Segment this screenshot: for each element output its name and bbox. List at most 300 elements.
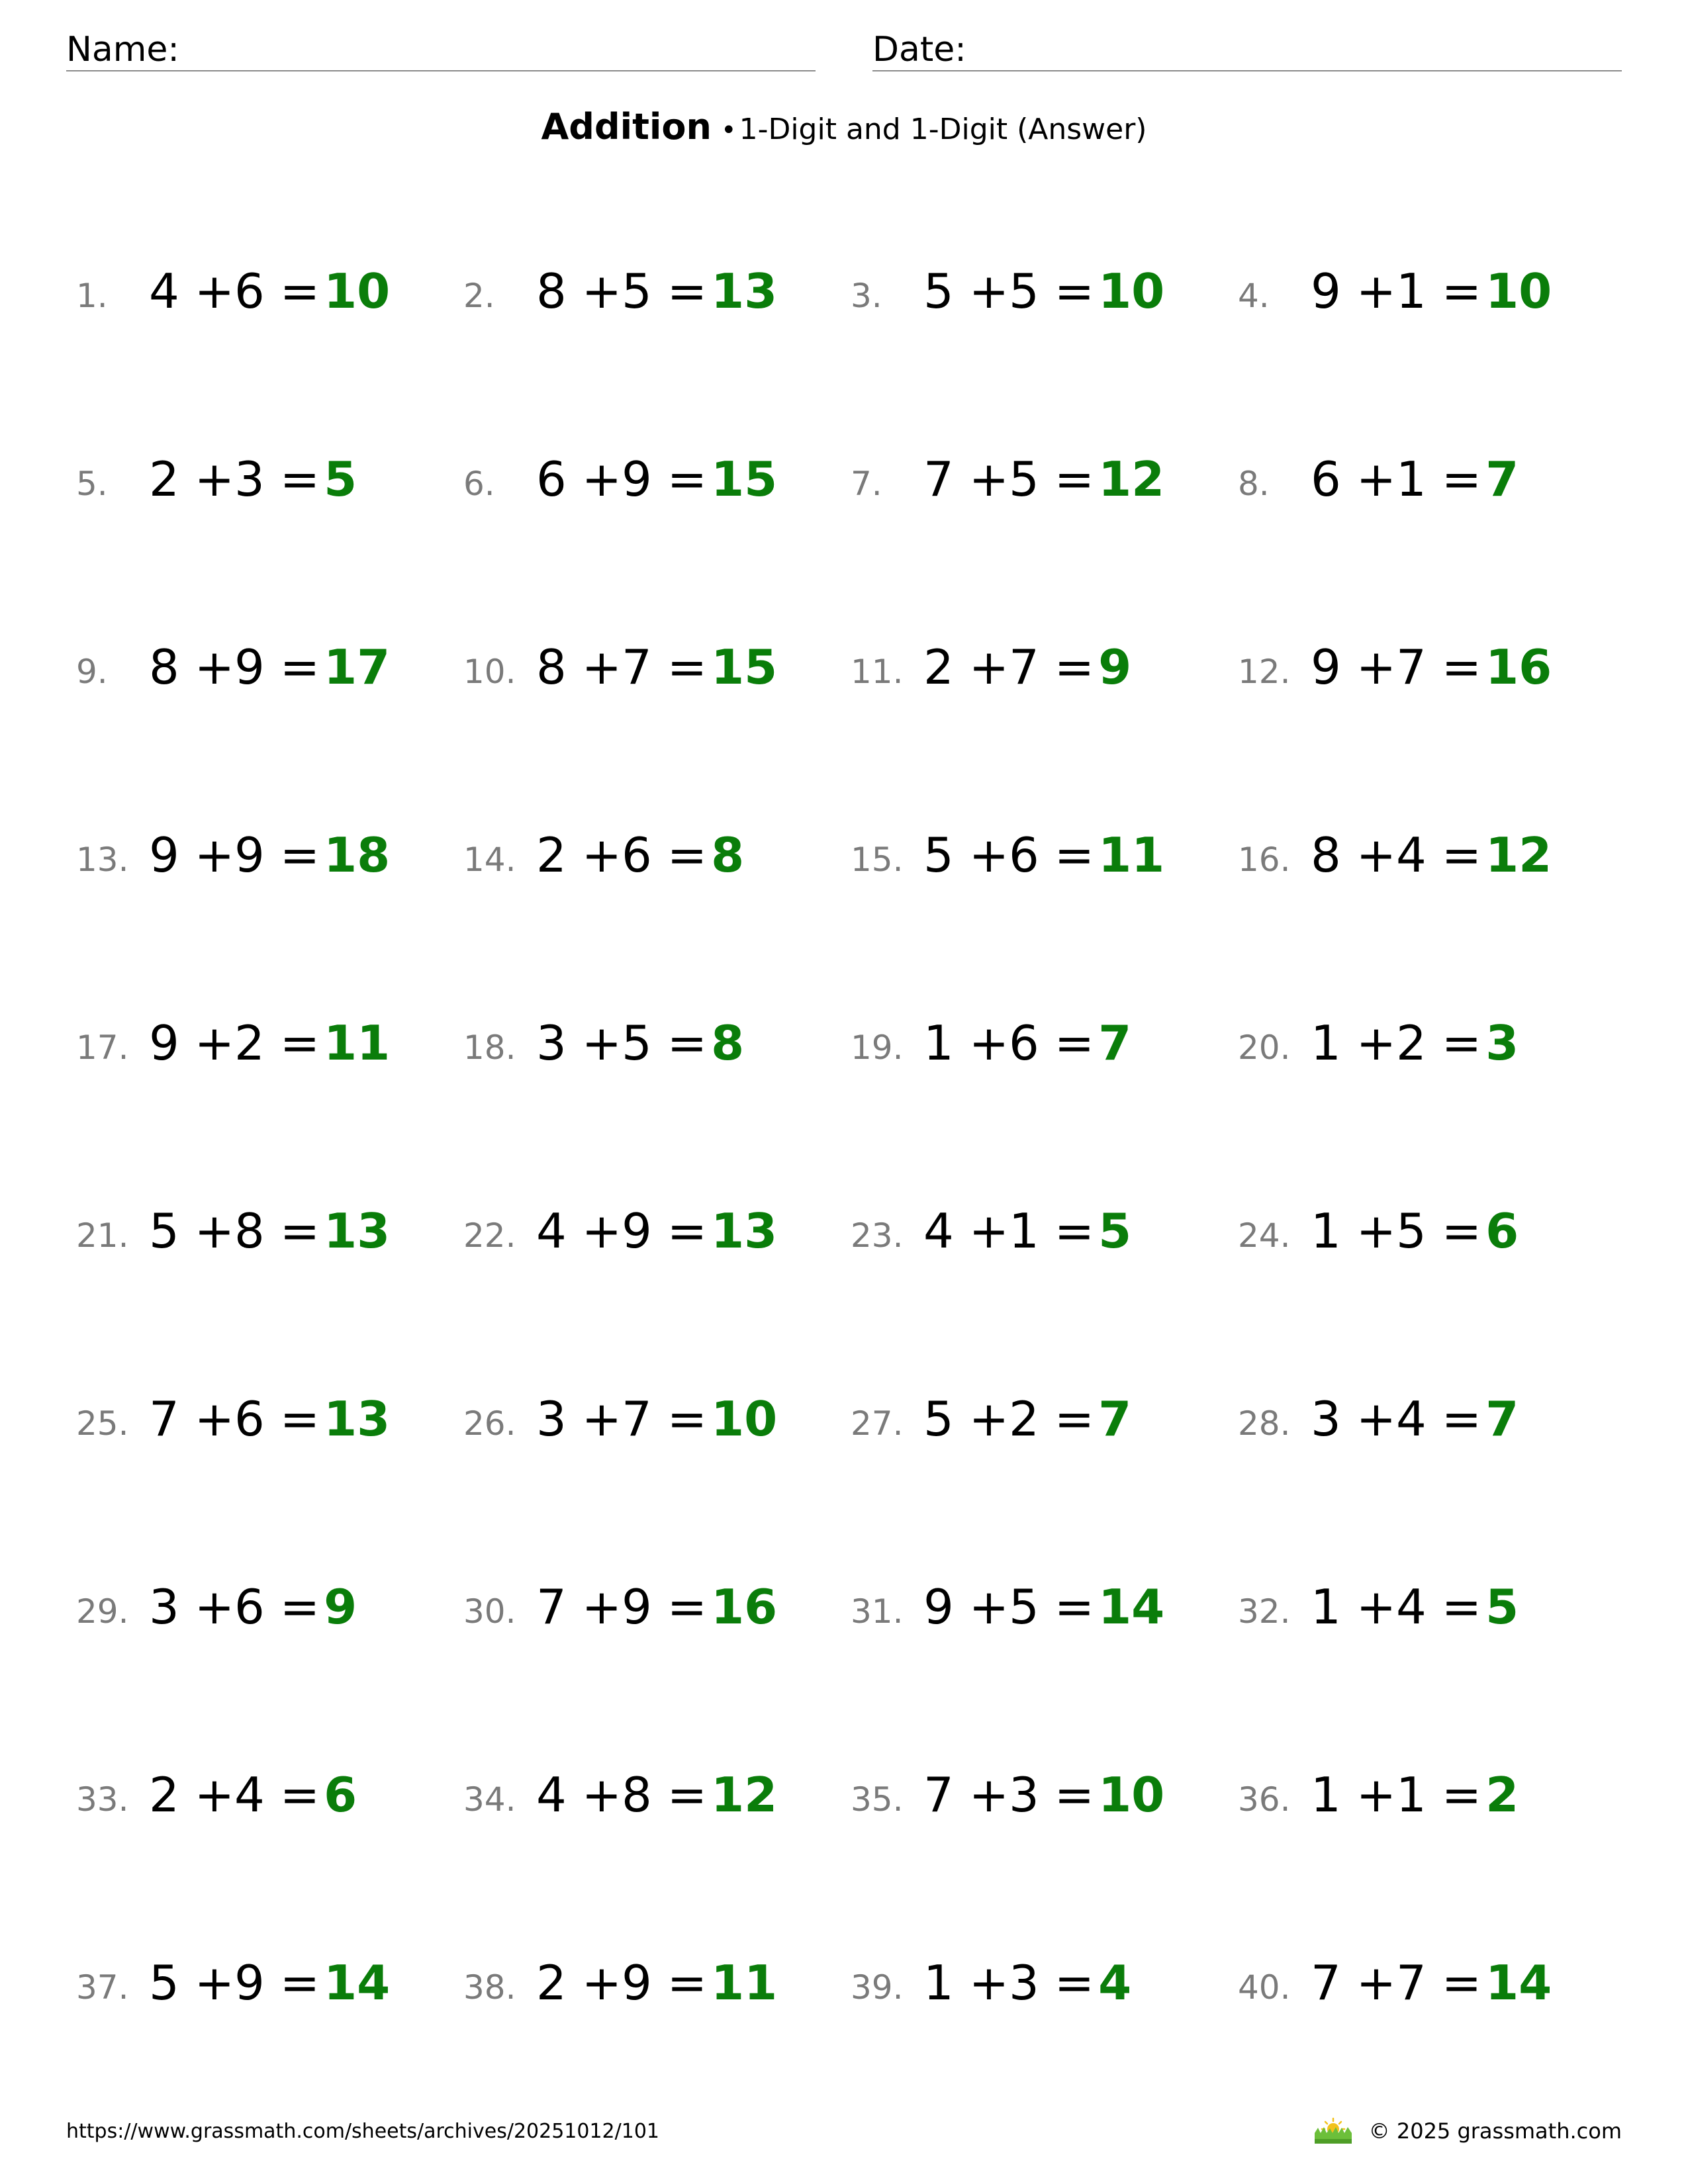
addend-a: 3 [536,1391,567,1447]
problem-number: 37. [76,1968,129,2007]
addend-a: 1 [1311,1767,1341,1823]
problem-number: 22. [463,1216,516,1255]
problem-item [463,1574,834,1640]
equals-sign: = [1054,1391,1095,1447]
equals-sign: = [279,1955,320,2011]
problem-number: 16. [1238,841,1291,879]
problem-number: 33. [76,1780,129,1819]
answer: 10 [1098,1767,1165,1823]
problem-expression [1311,1391,1519,1447]
problem-expression [149,1955,391,2011]
addend-b: 7 [622,1391,652,1447]
problem-expression [923,1015,1132,1071]
addend-a: 4 [536,1767,567,1823]
addend-b: 2 [1396,1015,1427,1071]
addend-a: 9 [149,1015,179,1071]
addend-b: 5 [622,1015,652,1071]
problem-expression [536,1579,778,1635]
answer: 2 [1485,1767,1519,1823]
problem-number: 9. [76,653,108,691]
addend-a: 8 [536,263,567,319]
addend-b: 4 [1396,1391,1427,1447]
addend-a: 2 [536,827,567,883]
plus-sign: + [968,1579,1009,1635]
answer: 9 [1098,639,1132,695]
addend-b: 9 [234,827,265,883]
plus-sign: + [581,263,622,319]
problem-number: 7. [851,465,882,503]
problem-number: 13. [76,841,129,879]
plus-sign: + [581,639,622,695]
answer: 16 [711,1579,778,1635]
addend-a: 5 [923,263,954,319]
title-separator: • [720,115,737,146]
equals-sign: = [667,1955,708,2011]
problem-item [76,446,447,512]
problem-number: 6. [463,465,495,503]
problem-number: 1. [76,277,108,315]
plus-sign: + [581,1955,622,2011]
addend-a: 6 [536,451,567,507]
grass-sun-logo-icon [1312,2117,1354,2145]
plus-sign: + [194,639,235,695]
addend-a: 7 [149,1391,179,1447]
addend-b: 8 [622,1767,652,1823]
addend-a: 8 [536,639,567,695]
addend-b: 6 [234,1391,265,1447]
addend-a: 5 [923,1391,954,1447]
answer: 13 [711,1203,778,1259]
addend-a: 8 [1311,827,1341,883]
problem-expression [923,639,1132,695]
problem-expression [536,1391,778,1447]
addend-a: 9 [149,827,179,883]
problem-number: 19. [851,1028,904,1067]
answer: 16 [1485,639,1552,695]
problem-expression [1311,1767,1519,1823]
problem-number: 23. [851,1216,904,1255]
problem-item [851,446,1221,512]
problem-expression [149,263,391,319]
problem-expression [149,639,391,695]
addend-b: 6 [234,263,265,319]
plus-sign: + [1356,1015,1397,1071]
addend-a: 4 [923,1203,954,1259]
addend-a: 6 [1311,451,1341,507]
plus-sign: + [581,451,622,507]
addend-a: 2 [149,451,179,507]
plus-sign: + [581,827,622,883]
answer: 10 [324,263,391,319]
answer: 14 [1098,1579,1165,1635]
problem-number: 26. [463,1404,516,1443]
addend-b: 9 [622,1203,652,1259]
addend-a: 3 [149,1579,179,1635]
addend-a: 7 [923,451,954,507]
plus-sign: + [1356,1203,1397,1259]
problem-item [1238,1950,1609,2016]
answer: 4 [1098,1955,1132,2011]
equals-sign: = [1441,827,1482,883]
problem-expression [923,1767,1165,1823]
plus-sign: + [968,1391,1009,1447]
problem-expression [1311,639,1552,695]
equals-sign: = [1441,1955,1482,2011]
addend-a: 1 [1311,1015,1341,1071]
problem-item [1238,1386,1609,1452]
problem-number: 5. [76,465,108,503]
addend-b: 9 [234,1955,265,2011]
problem-item [76,1574,447,1640]
problem-expression [1311,1955,1552,2011]
answer: 13 [324,1391,391,1447]
addend-b: 3 [1009,1767,1039,1823]
addend-a: 1 [923,1015,954,1071]
plus-sign: + [194,263,235,319]
answer: 10 [1485,263,1552,319]
addend-b: 7 [1396,639,1427,695]
problem-item [851,634,1221,700]
problem-number: 38. [463,1968,516,2007]
equals-sign: = [1441,1767,1482,1823]
addend-a: 8 [149,639,179,695]
equals-sign: = [279,1203,320,1259]
problem-expression [1311,827,1552,883]
answer: 15 [711,451,778,507]
plus-sign: + [581,1203,622,1259]
addend-b: 6 [1009,1015,1039,1071]
equals-sign: = [667,639,708,695]
addend-a: 2 [149,1767,179,1823]
problem-item [463,822,834,888]
problem-expression [149,1579,357,1635]
plus-sign: + [1356,451,1397,507]
problem-item [463,258,834,324]
addend-b: 1 [1396,1767,1427,1823]
addend-b: 4 [1396,1579,1427,1635]
answer: 6 [1485,1203,1519,1259]
answer: 14 [324,1955,391,2011]
addend-b: 1 [1396,263,1427,319]
footer-url[interactable]: https://www.grassmath.com/sheets/archives/20251012/101 [66,2120,660,2143]
answer: 18 [324,827,391,883]
answer: 7 [1485,451,1519,507]
plus-sign: + [194,1203,235,1259]
problem-item [76,1950,447,2016]
problem-item [76,1762,447,1828]
addend-b: 5 [1396,1203,1427,1259]
addend-a: 7 [536,1579,567,1635]
problem-item [463,1198,834,1264]
addend-b: 5 [1009,451,1039,507]
plus-sign: + [194,1391,235,1447]
addend-a: 7 [1311,1955,1341,2011]
plus-sign: + [1356,639,1397,695]
problem-number: 31. [851,1592,904,1631]
problem-number: 27. [851,1404,904,1443]
equals-sign: = [1054,1955,1095,2011]
addend-b: 6 [1009,827,1039,883]
problem-expression [536,827,745,883]
problem-expression [923,1203,1132,1259]
plus-sign: + [968,1955,1009,2011]
problem-expression [149,451,357,507]
problem-expression [1311,1579,1519,1635]
problem-item [851,1010,1221,1076]
problem-expression [536,1767,778,1823]
problem-number: 12. [1238,653,1291,691]
problem-number: 39. [851,1968,904,2007]
name-label: Name: [66,30,179,69]
problem-item [851,822,1221,888]
problem-item [851,1950,1221,2016]
addend-b: 2 [1009,1391,1039,1447]
answer: 12 [1485,827,1552,883]
plus-sign: + [194,1579,235,1635]
addend-a: 2 [536,1955,567,2011]
problem-item [463,1386,834,1452]
answer: 10 [711,1391,778,1447]
problem-expression [1311,1015,1519,1071]
problem-expression [1311,1203,1519,1259]
problem-item [851,1762,1221,1828]
plus-sign: + [194,827,235,883]
problem-number: 15. [851,841,904,879]
plus-sign: + [1356,1767,1397,1823]
addend-a: 4 [536,1203,567,1259]
problem-item [1238,1762,1609,1828]
problem-expression [923,1955,1132,2011]
addend-a: 2 [923,639,954,695]
addend-b: 6 [622,827,652,883]
addend-a: 9 [923,1579,954,1635]
problem-expression [923,263,1165,319]
plus-sign: + [581,1767,622,1823]
plus-sign: + [968,1015,1009,1071]
plus-sign: + [194,1955,235,2011]
problem-number: 3. [851,277,882,315]
problem-item [463,1950,834,2016]
problem-item [1238,634,1609,700]
equals-sign: = [667,1391,708,1447]
equals-sign: = [1441,1203,1482,1259]
problem-number: 11. [851,653,904,691]
equals-sign: = [1054,1015,1095,1071]
answer: 13 [711,263,778,319]
problem-number: 28. [1238,1404,1291,1443]
plus-sign: + [968,451,1009,507]
problem-item [851,1386,1221,1452]
answer: 3 [1485,1015,1519,1071]
answer: 7 [1098,1391,1132,1447]
equals-sign: = [667,451,708,507]
problem-number: 35. [851,1780,904,1819]
equals-sign: = [1054,1203,1095,1259]
answer: 15 [711,639,778,695]
problem-item [76,1198,447,1264]
problem-expression [536,451,778,507]
plus-sign: + [1356,1955,1397,2011]
plus-sign: + [194,451,235,507]
answer: 5 [324,451,357,507]
addend-a: 3 [1311,1391,1341,1447]
addend-a: 9 [1311,639,1341,695]
answer: 13 [324,1203,391,1259]
problem-item [1238,1574,1609,1640]
problem-item [463,634,834,700]
problem-expression [536,263,778,319]
equals-sign: = [667,827,708,883]
problem-number: 34. [463,1780,516,1819]
equals-sign: = [279,639,320,695]
problem-item [76,634,447,700]
title-main: Addition [541,106,712,148]
copyright-text: © 2025 grassmath.com [1368,2118,1622,2144]
addend-a: 5 [149,1955,179,2011]
answer: 11 [1098,827,1165,883]
problem-number: 18. [463,1028,516,1067]
problem-number: 8. [1238,465,1270,503]
problem-number: 29. [76,1592,129,1631]
answer: 9 [324,1579,357,1635]
answer: 5 [1485,1579,1519,1635]
addend-b: 5 [622,263,652,319]
addend-b: 7 [1009,639,1039,695]
addend-b: 8 [234,1203,265,1259]
answer: 17 [324,639,391,695]
problem-expression [923,827,1165,883]
problem-expression [149,1203,391,1259]
answer: 10 [1098,263,1165,319]
answer: 8 [711,1015,745,1071]
addend-b: 9 [622,1579,652,1635]
plus-sign: + [968,827,1009,883]
addend-b: 7 [1396,1955,1427,2011]
plus-sign: + [581,1015,622,1071]
problem-number: 30. [463,1592,516,1631]
addend-a: 1 [923,1955,954,2011]
problem-expression [149,1767,357,1823]
problem-expression [536,1015,745,1071]
equals-sign: = [279,451,320,507]
problem-expression [923,1391,1132,1447]
equals-sign: = [1054,827,1095,883]
answer: 11 [711,1955,778,2011]
plus-sign: + [968,1203,1009,1259]
equals-sign: = [279,263,320,319]
problem-number: 10. [463,653,516,691]
equals-sign: = [279,1579,320,1635]
equals-sign: = [667,263,708,319]
problem-item [851,1574,1221,1640]
problem-item [463,1762,834,1828]
answer: 7 [1485,1391,1519,1447]
equals-sign: = [1441,263,1482,319]
addend-b: 4 [1396,827,1427,883]
answer: 12 [1098,451,1165,507]
equals-sign: = [1441,639,1482,695]
equals-sign: = [1441,1579,1482,1635]
problem-item [851,1198,1221,1264]
answer: 12 [711,1767,778,1823]
answer: 14 [1485,1955,1552,2011]
answer: 11 [324,1015,391,1071]
equals-sign: = [667,1015,708,1071]
equals-sign: = [1054,263,1095,319]
problem-item [1238,822,1609,888]
problem-number: 4. [1238,277,1270,315]
answer: 7 [1098,1015,1132,1071]
footer-brand [1312,2115,1622,2147]
equals-sign: = [1441,451,1482,507]
plus-sign: + [194,1767,235,1823]
plus-sign: + [581,1391,622,1447]
equals-sign: = [667,1767,708,1823]
addend-a: 3 [536,1015,567,1071]
plus-sign: + [968,1767,1009,1823]
plus-sign: + [968,639,1009,695]
problem-item [76,1386,447,1452]
problem-item [1238,446,1609,512]
title-subtitle: 1-Digit and 1-Digit (Answer) [739,113,1147,146]
problem-item [76,258,447,324]
plus-sign: + [1356,1579,1397,1635]
equals-sign: = [667,1203,708,1259]
problem-number: 21. [76,1216,129,1255]
problem-expression [536,1203,778,1259]
problem-expression [536,1955,778,2011]
addend-a: 1 [1311,1579,1341,1635]
addend-b: 2 [234,1015,265,1071]
answer: 6 [324,1767,357,1823]
problem-expression [1311,263,1552,319]
problem-number: 25. [76,1404,129,1443]
problem-number: 20. [1238,1028,1291,1067]
equals-sign: = [279,1015,320,1071]
plus-sign: + [1356,827,1397,883]
problem-number: 2. [463,277,495,315]
problem-expression [149,827,391,883]
problem-item [1238,1198,1609,1264]
addend-b: 9 [622,451,652,507]
problem-item [76,1010,447,1076]
equals-sign: = [279,1767,320,1823]
problem-number: 32. [1238,1592,1291,1631]
equals-sign: = [1054,1579,1095,1635]
addend-b: 3 [1009,1955,1039,2011]
plus-sign: + [1356,263,1397,319]
answer: 8 [711,827,745,883]
plus-sign: + [194,1015,235,1071]
problem-number: 36. [1238,1780,1291,1819]
addend-b: 7 [622,639,652,695]
addend-a: 5 [923,827,954,883]
problem-item [1238,258,1609,324]
problem-item [76,822,447,888]
equals-sign: = [1054,451,1095,507]
problem-item [463,1010,834,1076]
addend-a: 4 [149,263,179,319]
plus-sign: + [968,263,1009,319]
equals-sign: = [1054,639,1095,695]
problem-number: 24. [1238,1216,1291,1255]
problem-item [1238,1010,1609,1076]
addend-b: 9 [622,1955,652,2011]
problem-expression [923,451,1165,507]
problem-expression [923,1579,1165,1635]
problem-expression [1311,451,1519,507]
equals-sign: = [667,1579,708,1635]
